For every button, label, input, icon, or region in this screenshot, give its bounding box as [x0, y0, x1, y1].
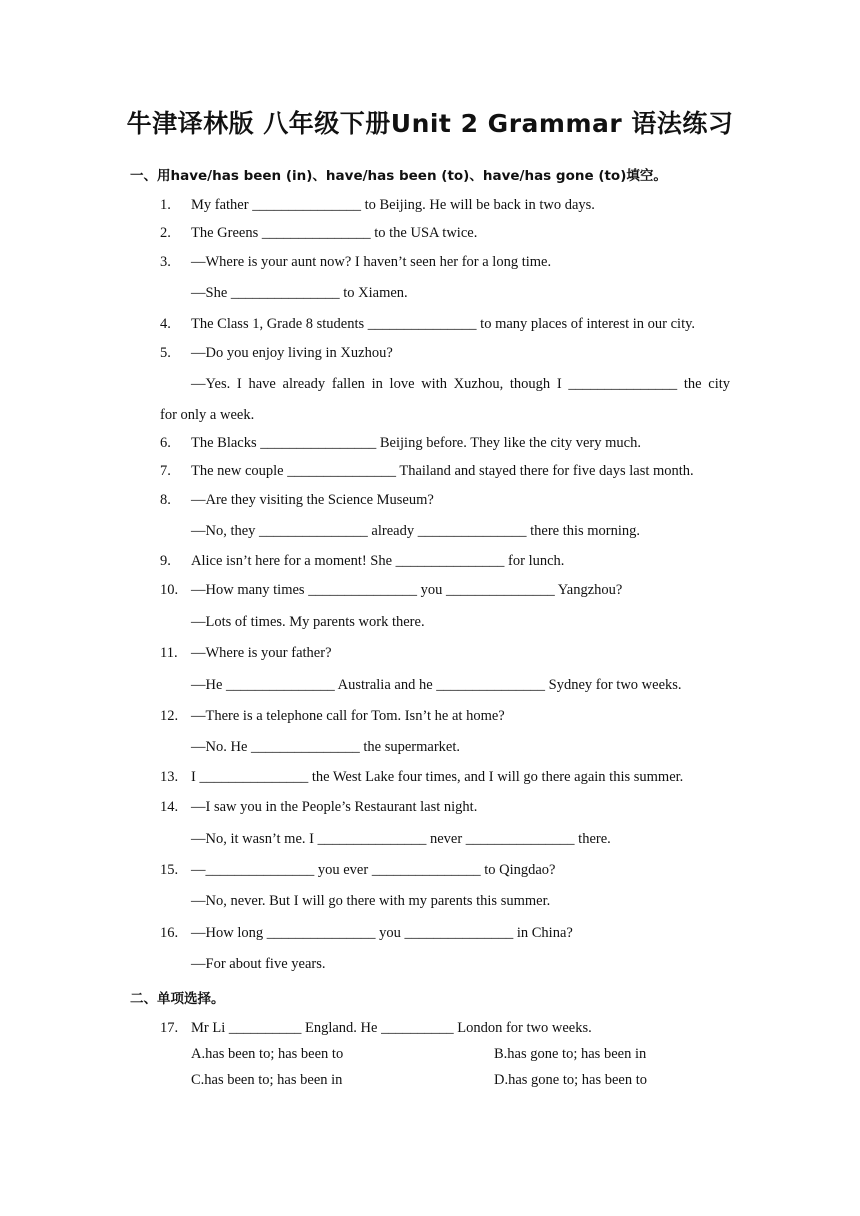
- question-2-text: The Greens _______________ to the USA twice.: [191, 225, 478, 241]
- option-d: D.has gone to; has been to: [494, 1072, 648, 1088]
- question-number: 8.: [160, 492, 171, 508]
- question-number: 16.: [160, 925, 179, 941]
- question-12-text: —There is a telephone call for Tom. Isn’t he at home?: [191, 708, 505, 724]
- option-c: C.has been to; has been in: [191, 1072, 343, 1088]
- question-number: 13.: [160, 769, 179, 785]
- question-10-response: —Lots of times. My parents work there.: [191, 614, 425, 630]
- question-number: 7.: [160, 463, 171, 479]
- question-4-text: The Class 1, Grade 8 students _______________ to many places of interest in our city.: [191, 316, 696, 332]
- section-2-heading: 二、单项选择。: [130, 991, 225, 1007]
- question-number: 6.: [160, 435, 171, 451]
- question-5-text: —Do you enjoy living in Xuzhou?: [191, 345, 393, 361]
- question-3-response: —She _______________ to Xiamen.: [191, 285, 408, 301]
- question-5-response: —Yes. I have already fallen in love with Xuzhou, though I _______________ the city: [191, 376, 730, 392]
- question-number: 12.: [160, 708, 179, 724]
- question-1-text: My father _______________ to Beijing. He will be back in two days.: [191, 197, 595, 213]
- question-number: 11.: [160, 645, 178, 661]
- question-17-text: Mr Li __________ England. He __________ London for two weeks.: [191, 1020, 592, 1036]
- question-8-text: —Are they visiting the Science Museum?: [191, 492, 434, 508]
- question-number: 5.: [160, 345, 171, 361]
- question-8-response: —No, they _______________ already _______________ there this morning.: [191, 523, 641, 539]
- question-number: 1.: [160, 197, 171, 213]
- question-15-response: —No, never. But I will go there with my parents this summer.: [191, 893, 551, 909]
- question-number: 17.: [160, 1020, 179, 1036]
- question-14-response: —No, it wasn’t me. I _______________ never _______________ there.: [191, 831, 611, 847]
- question-14-text: —I saw you in the People’s Restaurant last night.: [191, 799, 478, 815]
- question-10-text: —How many times _______________ you _______________ Yangzhou?: [191, 582, 623, 598]
- page-title: 牛津译林版 八年级下册Unit 2 Grammar 语法练习: [126, 109, 734, 138]
- question-number: 3.: [160, 254, 171, 270]
- option-a: A.has been to; has been to: [191, 1046, 344, 1062]
- question-number: 10.: [160, 582, 179, 598]
- section-1-heading: 一、用have/has been (in)、have/has been (to)、have/has gone (to)填空。: [130, 168, 667, 184]
- question-16-text: —How long _______________ you _______________ in China?: [191, 925, 573, 941]
- question-number: 9.: [160, 553, 171, 569]
- question-5-response-continued: for only a week.: [160, 407, 255, 423]
- question-number: 2.: [160, 225, 171, 241]
- question-number: 4.: [160, 316, 171, 332]
- question-12-response: —No. He _______________ the supermarket.: [191, 739, 461, 755]
- question-7-text: The new couple _______________ Thailand and stayed there for five days last month.: [191, 463, 694, 479]
- question-6-text: The Blacks ________________ Beijing before. They like the city very much.: [191, 435, 641, 451]
- question-16-response: —For about five years.: [191, 956, 326, 972]
- question-15-text: —_______________ you ever _______________ to Qingdao?: [191, 862, 556, 878]
- question-3-text: —Where is your aunt now? I haven’t seen her for a long time.: [191, 254, 552, 270]
- question-11-text: —Where is your father?: [191, 645, 332, 661]
- question-number: 15.: [160, 862, 179, 878]
- question-11-response: —He _______________ Australia and he _______________ Sydney for two weeks.: [191, 677, 682, 693]
- option-b: B.has gone to; has been in: [494, 1046, 647, 1062]
- question-13-text: I _______________ the West Lake four times, and I will go there again this summer.: [191, 769, 684, 785]
- question-number: 14.: [160, 799, 179, 815]
- question-9-text: Alice isn’t here for a moment! She _______________ for lunch.: [191, 553, 565, 569]
